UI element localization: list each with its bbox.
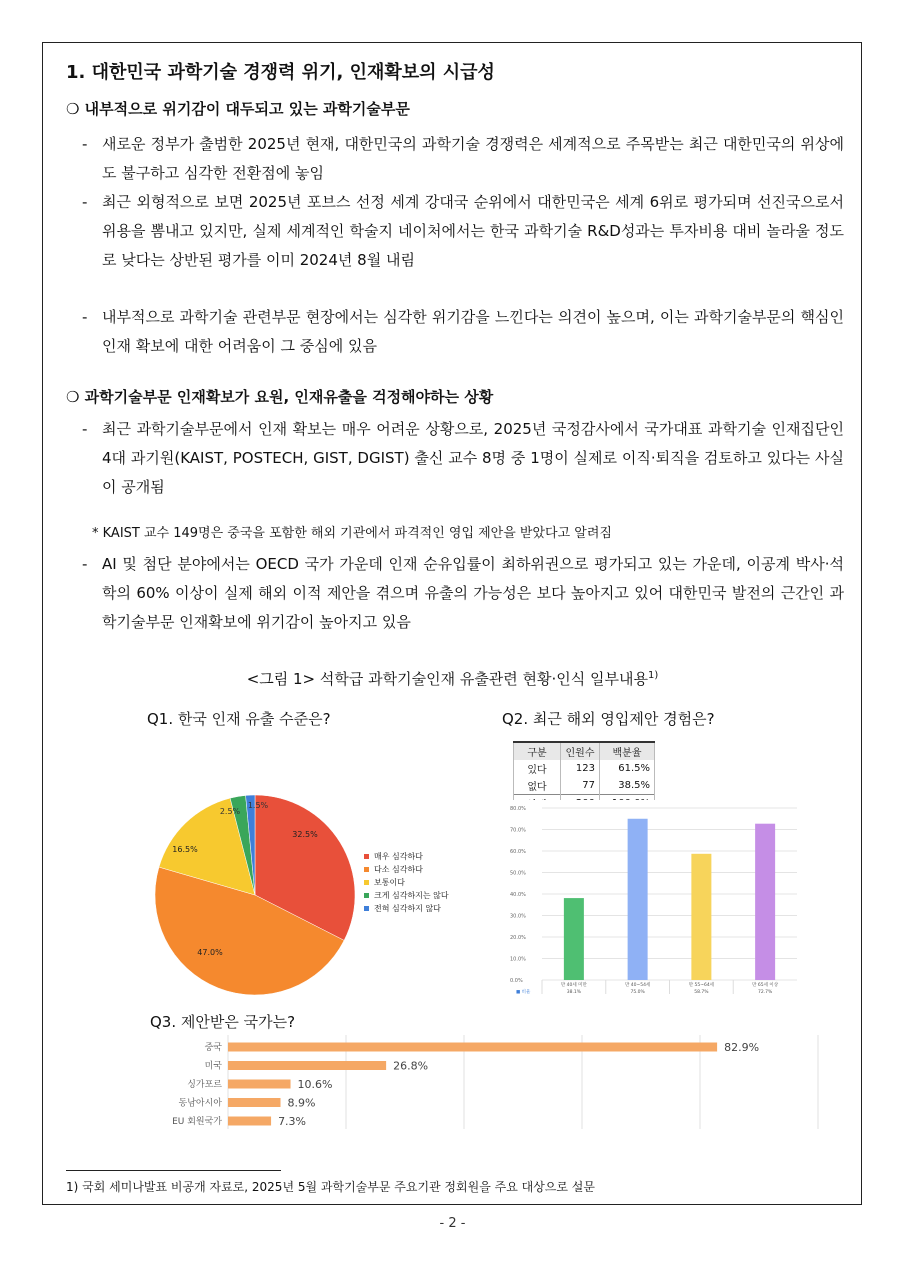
legend-item: 다소 심각하다: [364, 863, 449, 876]
bar: [755, 824, 775, 980]
y-tick-label: 60.0%: [510, 849, 526, 855]
bar-value-label: 8.9%: [287, 1096, 316, 1110]
footnote: 1) 국회 세미나발표 비공개 자료로, 2025년 5월 과학기술부문 주요기관 정회원을 주요 대상으로 설문: [66, 1180, 595, 1194]
legend-swatch: [364, 854, 369, 859]
series-label: ■ 비율: [516, 990, 531, 995]
bar: [564, 898, 584, 980]
section1-bullet-2: - 최근 외형적으로 보면 2025년 포브스 선정 세계 강대국 순위에서 대한민국은 세계 6위로 평가되며 선진국으로서 위용을 뽐내고 있지만, 실제 세계적인 학술지 네이처에서는 한국 과학기술 R&D성과는 투자비용 대비 놀라울 정도로 낮다는 상반된 평가를 이미 2024년 8월 내림: [82, 193, 844, 269]
y-tick-label: EU 회원국가: [172, 1117, 222, 1127]
bar: [628, 819, 648, 980]
section2-title: ❍ 과학기술부문 인재확보가 요원, 인재유출을 걱정해야하는 상황: [66, 388, 494, 406]
bar-value-label: 82.9%: [724, 1041, 760, 1054]
figure-caption: <그림 1> 석학급 과학기술인재 유출관련 현황·인식 일부내용$^{1)}$: [246, 670, 659, 688]
y-tick-label: 0.0%: [510, 978, 523, 984]
bar-value-label: 7.3%: [278, 1115, 307, 1128]
q3-title: Q3. 제안받은 국가는?: [150, 1013, 296, 1031]
bar: [228, 1043, 717, 1052]
y-tick-label: 50.0%: [510, 870, 526, 877]
bar: [228, 1061, 386, 1070]
y-tick-label: 70.0%: [510, 827, 526, 834]
table-row: 있다 123 61.5%: [514, 760, 655, 777]
legend-item: 매우 심각하다: [364, 850, 449, 863]
q2-bar-chart: [510, 800, 800, 995]
page-number: - 2 -: [439, 1216, 466, 1231]
section2-bullet-1: - 최근 과학기술부문에서 인재 확보는 매우 어려운 상황으로, 2025년 국정감사에서 국가대표 과학기술 인재집단인 4대 과기원(KAIST, POSTECH, GIST, DGIST) 출신 교수 8명 중 1명이 실제로 이직·퇴직을 검토하고 있다는 사실이 공개됨: [82, 420, 844, 496]
q1-legend: [364, 850, 449, 915]
y-tick-label: 80.0%: [510, 806, 526, 812]
x-tick-label: 만 40세 미만: [560, 983, 587, 988]
y-tick-label: 싱가포르: [187, 1080, 222, 1090]
y-tick-label: 30.0%: [510, 913, 526, 920]
pie-data-label: 2.5%: [219, 807, 241, 816]
legend-item: 전혀 심각하지 않다: [364, 902, 449, 915]
legend-item: 크게 심각하지는 않다: [364, 889, 449, 902]
bar-value-label: 58.7%: [694, 990, 709, 995]
legend-swatch: [364, 906, 369, 911]
x-tick-label: 만 55~64세: [688, 983, 715, 988]
y-tick-label: 20.0%: [510, 935, 526, 941]
section1-title: ❍ 내부적으로 위기감이 대두되고 있는 과학기술부문: [66, 100, 410, 118]
table-header-row: 구분 인원수 백분율: [514, 742, 655, 760]
y-tick-label: 미국: [204, 1061, 222, 1072]
section1-bullet-3: - 내부적으로 과학기술 관련부문 현장에서는 심각한 위기감을 느낀다는 의견이 높으며, 이는 과학기술부문의 핵심인 인재 확보에 대한 어려움이 그 중심에 있음: [82, 308, 844, 355]
circle-bullet-icon: ❍: [66, 388, 85, 406]
x-tick-label: 만 40~54세: [624, 983, 651, 988]
pie-data-label: 16.5%: [172, 845, 198, 854]
q1-title: Q1. 한국 인재 유출 수준은?: [147, 710, 331, 728]
pie-data-label: 1.5%: [247, 801, 269, 810]
y-tick-label: 40.0%: [510, 892, 526, 898]
section1-bullet-1: - 새로운 정부가 출범한 2025년 현재, 대한민국의 과학기술 경쟁력은 세계적으로 주목받는 최근 대한민국의 위상에도 불구하고 심각한 전환점에 놓임: [82, 135, 844, 182]
y-tick-label: 동남아시아: [178, 1098, 222, 1109]
bar: [228, 1098, 281, 1107]
legend-item: 보통이다: [364, 876, 449, 889]
bar: [691, 854, 711, 980]
footnote-divider: [66, 1170, 281, 1171]
q2-title: Q2. 최근 해외 영입제안 경험은?: [502, 710, 715, 728]
circle-bullet-icon: ❍: [66, 100, 85, 118]
x-tick-label: 만 65세 이상: [752, 983, 779, 988]
pie-data-label: 32.5%: [292, 830, 318, 839]
legend-swatch: [364, 893, 369, 898]
q3-hbar-chart: [140, 1035, 820, 1130]
bar-value-label: 72.7%: [757, 990, 773, 995]
table-row: 없다 77 38.5%: [514, 777, 655, 795]
y-tick-label: 중국: [204, 1043, 222, 1053]
legend-swatch: [364, 867, 369, 872]
bar: [228, 1117, 271, 1126]
bar-value-label: 10.6%: [297, 1078, 333, 1091]
legend-swatch: [364, 880, 369, 885]
section2-bullet-2: - AI 및 첨단 분야에서는 OECD 국가 가운데 인재 순유입률이 최하위권으로 평가되고 있는 가운데, 이공계 박사·석학의 60% 이상이 실제 해외 이적 제안을 겪으며 유출의 가능성은 보다 높아지고 있어 대한민국 발전의 근간인 과학기술부문 인재확보에 위기감이 높아지고 있음: [82, 555, 844, 631]
pie-data-label: 47.0%: [197, 948, 223, 957]
bar-value-label: 26.8%: [393, 1059, 429, 1073]
q1-pie-chart: [150, 790, 360, 1000]
bar-value-label: 75.0%: [630, 990, 645, 995]
bar-value-label: 38.1%: [566, 990, 582, 995]
y-tick-label: 10.0%: [510, 956, 526, 963]
section2-note: * KAIST 교수 149명은 중국을 포함한 해외 기관에서 파격적인 영입 제안을 받았다고 알려짐: [92, 526, 612, 541]
bar: [228, 1080, 291, 1089]
main-heading: 1. 대한민국 과학기술 경쟁력 위기, 인재확보의 시급성: [66, 62, 495, 83]
